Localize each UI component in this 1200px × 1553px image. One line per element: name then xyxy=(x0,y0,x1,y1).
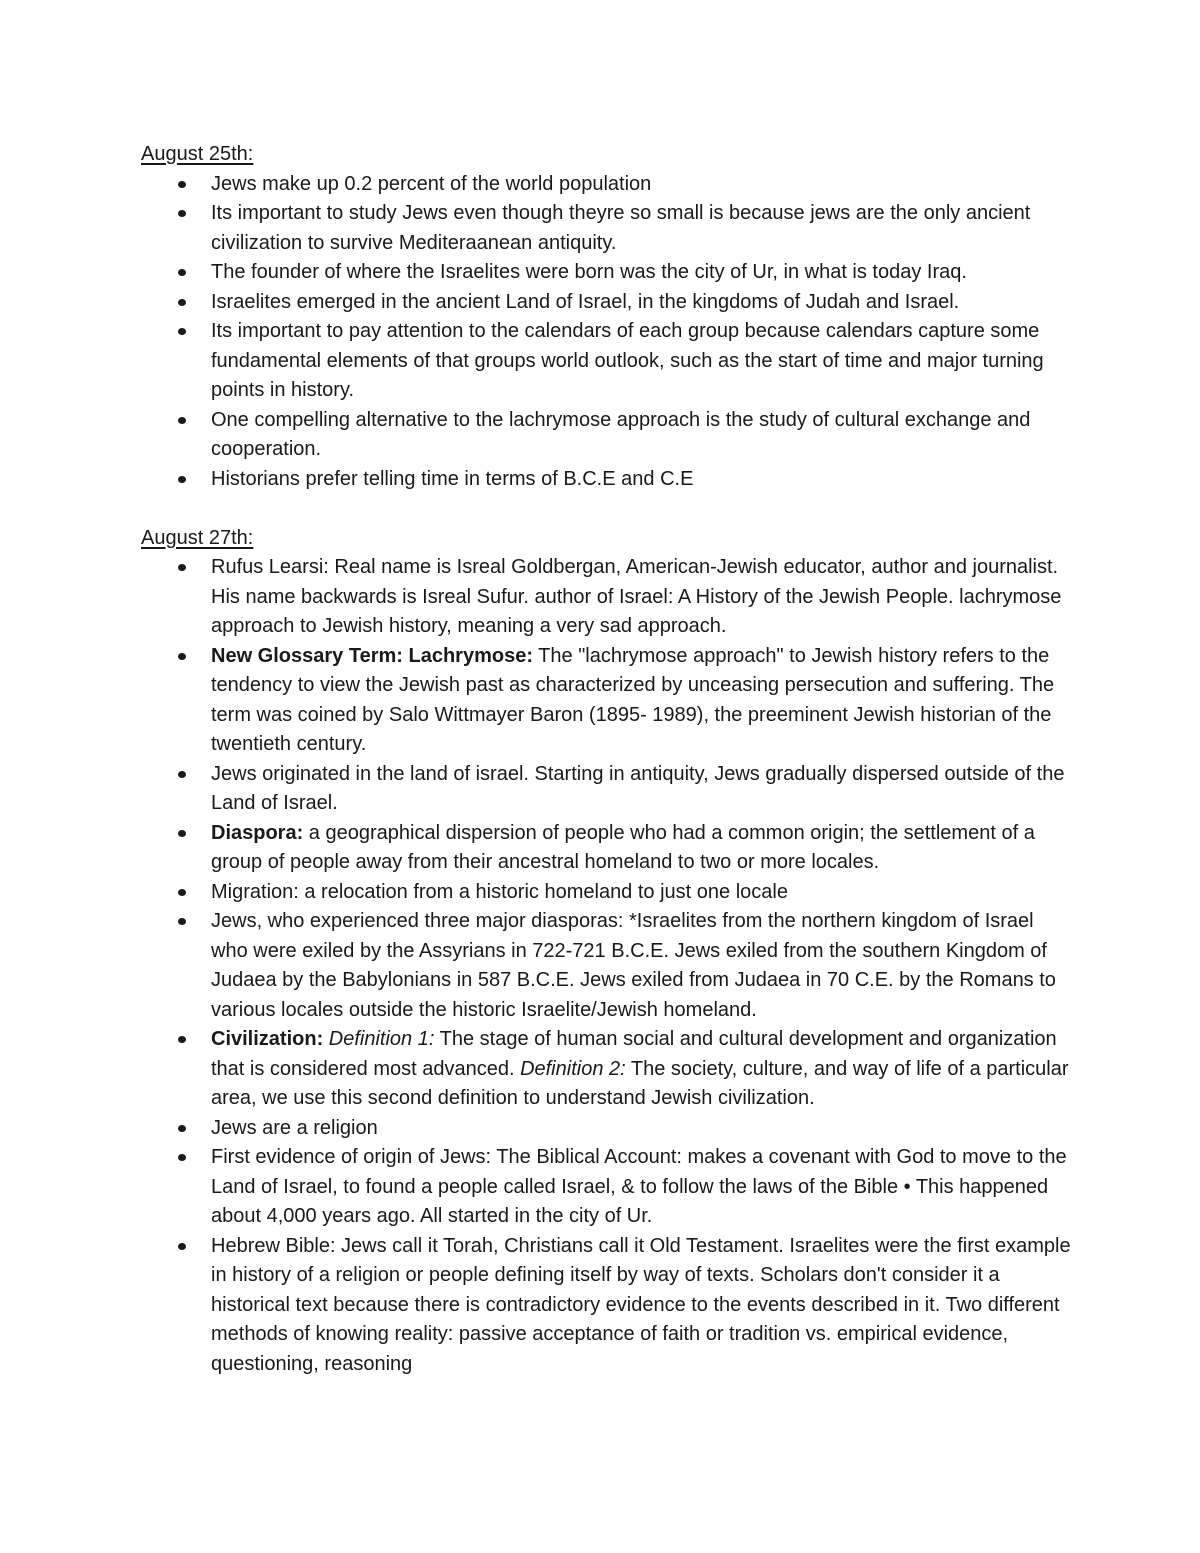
bullet-icon xyxy=(178,889,186,896)
glossary-term: New Glossary Term: Lachrymose: xyxy=(211,644,533,667)
bullet-icon xyxy=(178,1036,186,1043)
glossary-term: Civilization: xyxy=(211,1028,324,1050)
definition-2-text: The society, culture, and way of life of a particular area, we use this second definition to understand Jewish civilization. xyxy=(211,1057,1069,1109)
list-item: Jews, who experienced three major diasporas: *Israelites from the northern kingdom of Israel who were exiled by the Assyrians in 722-721 B.C.E. Jews exiled from the southern Kingdom of Judaea by the Babylonians in 587 B.C.E. Jews exiled from Judaea in 70 C.E. by the Romans to various locales outside the historic Israelite/Jewish homeland. xyxy=(141,907,1071,1025)
bullet-list xyxy=(141,170,1071,495)
bullet-icon xyxy=(178,328,186,335)
list-item: First evidence of origin of Jews: The Biblical Account: makes a covenant with God to move to the Land of Israel, to found a people called Israel, & to follow the laws of the Bible • This happened about 4,000 years ago. All started in the city of Ur. xyxy=(141,1143,1071,1232)
bullet-icon xyxy=(178,918,186,925)
list-item: Jews make up 0.2 percent of the world population xyxy=(141,170,1071,200)
list-item-civilization xyxy=(141,1025,1071,1114)
list-item: Israelites emerged in the ancient Land of Israel, in the kingdoms of Judah and Israel. xyxy=(141,288,1071,318)
glossary-term: Diaspora: xyxy=(211,821,304,844)
bullet-icon xyxy=(178,417,186,424)
bullet-icon xyxy=(178,830,186,837)
bullet-icon xyxy=(178,299,186,306)
bullet-icon xyxy=(178,1243,186,1250)
list-item: Hebrew Bible: Jews call it Torah, Christians call it Old Testament. Israelites were the first example in history of a religion or people defining itself by way of texts. Scholars don't consider it a historical text because there is contradictory evidence to the events described in it. Two different methods of knowing reality: passive acceptance of faith or tradition vs. empirical evidence, questioning, reasoning xyxy=(141,1232,1071,1380)
list-item: Jews are a religion xyxy=(141,1114,1071,1144)
list-item: Migration: a relocation from a historic homeland to just one locale xyxy=(141,878,1071,908)
list-item-glossary-lachrymose xyxy=(141,642,1071,760)
section-august-25 xyxy=(141,140,1071,494)
list-item: Rufus Learsi: Real name is Isreal Goldbergan, American-Jewish educator, author and journalist. His name backwards is Isreal Sufur. author of Israel: A History of the Jewish People. lachrymose approach to Jewish history, meaning a very sad approach. xyxy=(141,553,1071,642)
bullet-icon xyxy=(178,476,186,483)
list-item-diaspora xyxy=(141,819,1071,878)
list-item: Jews originated in the land of israel. Starting in antiquity, Jews gradually dispersed outside of the Land of Israel. xyxy=(141,760,1071,819)
bullet-icon xyxy=(178,1125,186,1132)
bullet-list xyxy=(141,553,1071,1379)
glossary-definition: a geographical dispersion of people who had a common origin; the settlement of a group of people away from their ancestral homeland to two or more locales. xyxy=(211,821,1035,873)
list-item: One compelling alternative to the lachrymose approach is the study of cultural exchange and cooperation. xyxy=(141,406,1071,465)
definition-1-text: The stage of human social and cultural development and organization that is considered most advanced. xyxy=(211,1028,1057,1080)
document-page xyxy=(141,140,1071,1379)
definition-1-label: Definition 1: xyxy=(328,1028,435,1050)
bullet-icon xyxy=(178,210,186,217)
bullet-icon xyxy=(178,269,186,276)
list-item: Its important to pay attention to the calendars of each group because calendars capture some fundamental elements of that groups world outlook, such as the start of time and major turning points in history. xyxy=(141,317,1071,406)
bullet-icon xyxy=(178,771,186,778)
bullet-icon xyxy=(178,653,186,660)
section-august-27 xyxy=(141,524,1071,1380)
list-item: Historians prefer telling time in terms of B.C.E and C.E xyxy=(141,465,1071,495)
bullet-icon xyxy=(178,564,186,571)
definition-2-label: Definition 2: xyxy=(520,1057,626,1080)
section-heading: August 27th: xyxy=(141,526,254,549)
section-heading: August 25th: xyxy=(141,143,254,165)
bullet-icon xyxy=(178,1154,186,1161)
list-item: Its important to study Jews even though theyre so small is because jews are the only ancient civilization to survive Mediteraanean antiquity. xyxy=(141,199,1071,258)
bullet-icon xyxy=(178,181,186,188)
list-item: The founder of where the Israelites were born was the city of Ur, in what is today Iraq. xyxy=(141,258,1071,288)
glossary-definition: The "lachrymose approach" to Jewish history refers to the tendency to view the Jewish past as characterized by unceasing persecution and suffering. The term was coined by Salo Wittmayer Baron (1895- 1989), the preeminent Jewish historian of the twentieth century. xyxy=(211,644,1055,755)
